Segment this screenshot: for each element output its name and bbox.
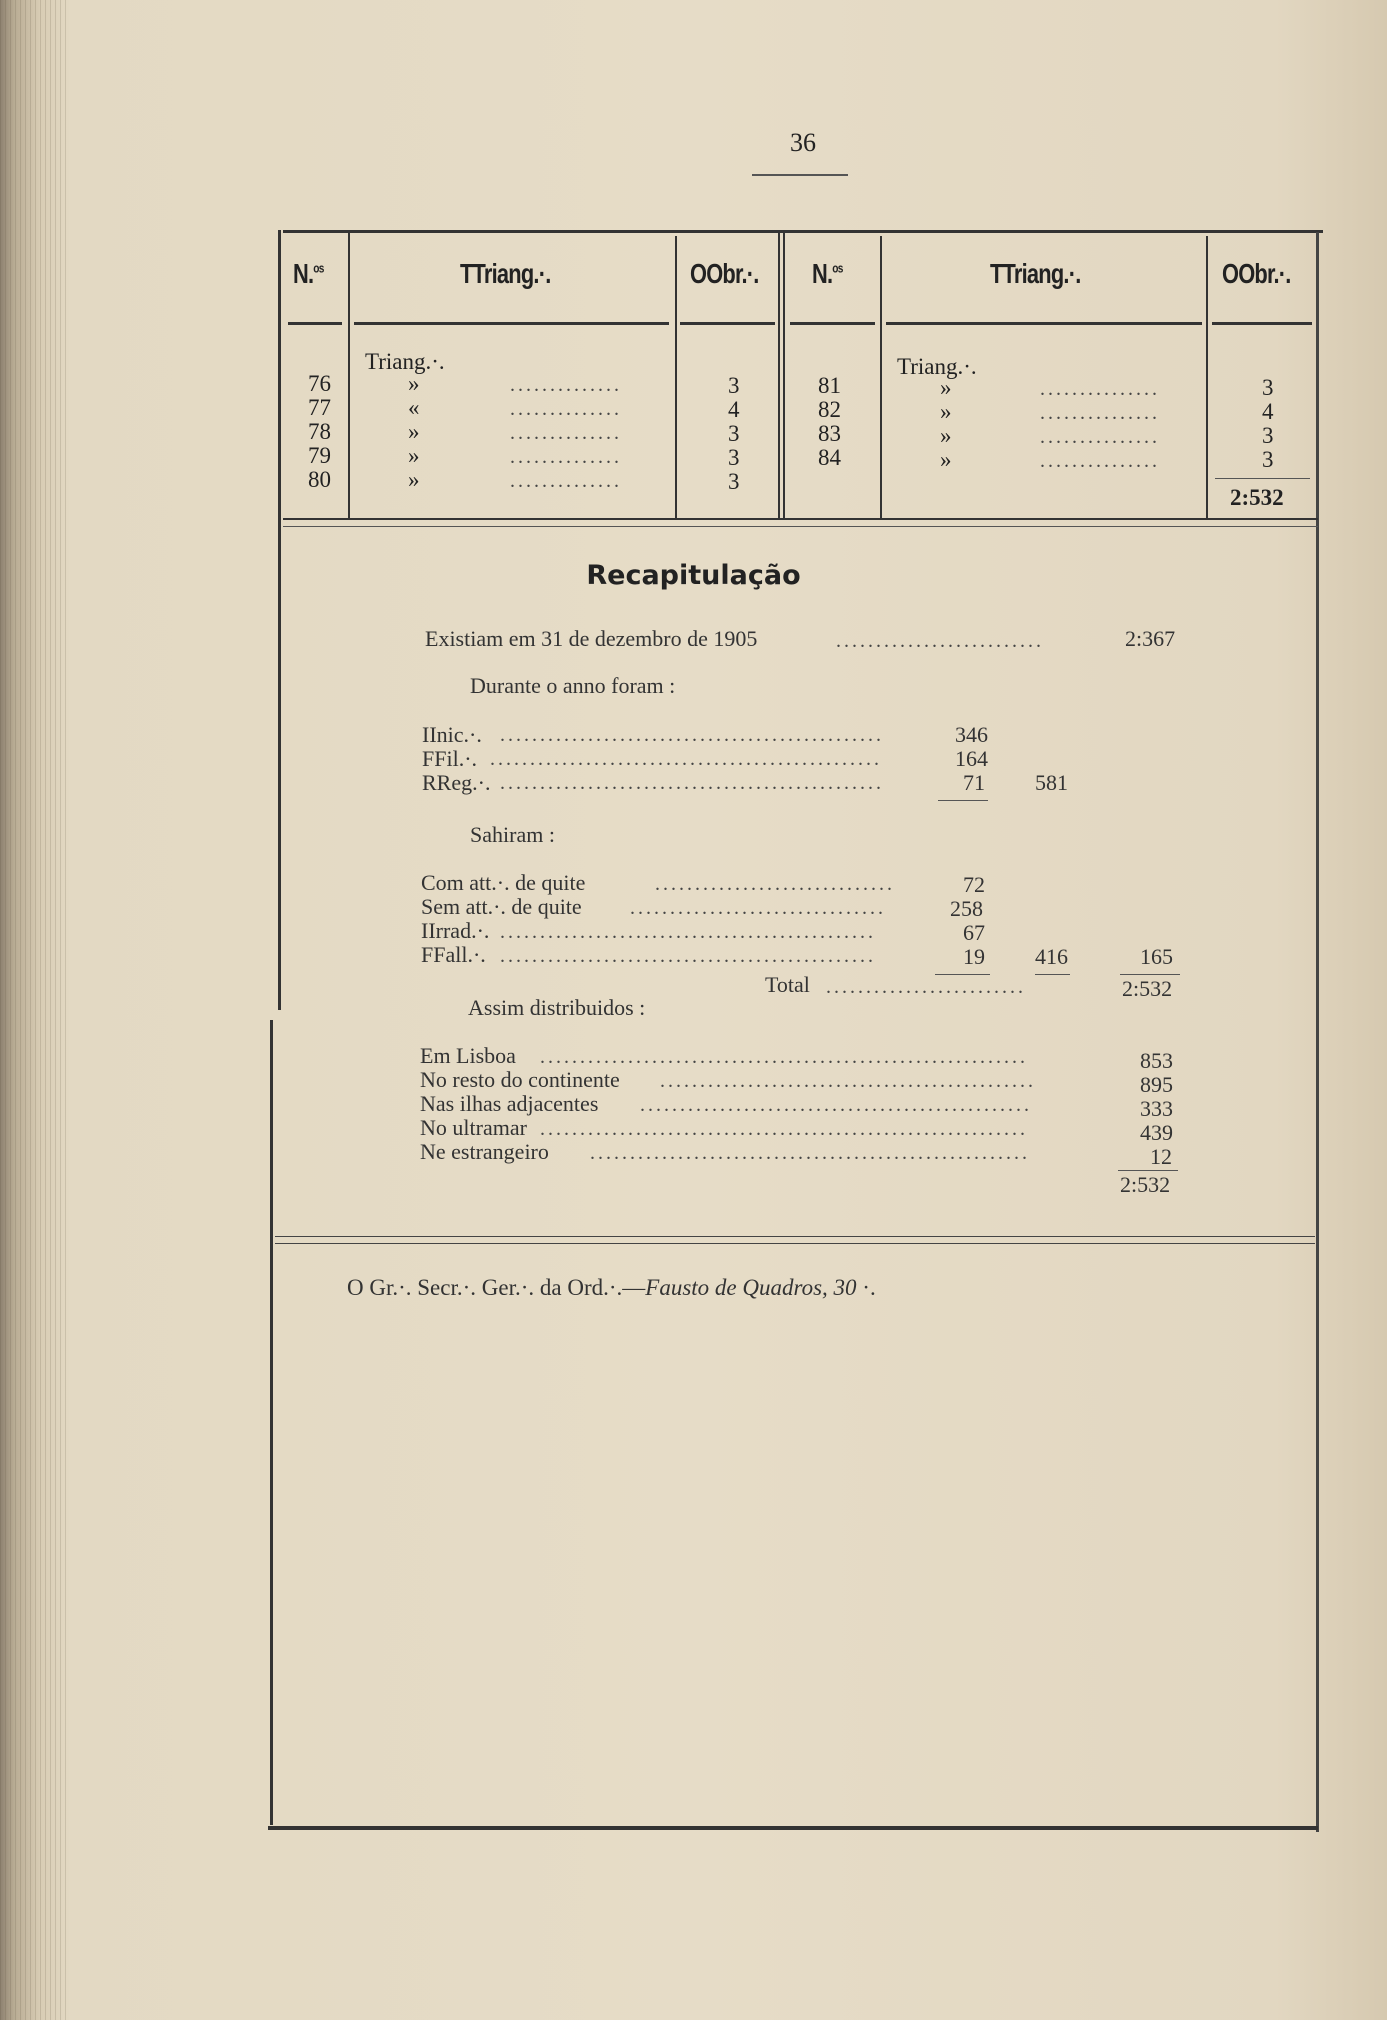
sahiram-label: Sahiram : [470, 822, 555, 847]
col-divider [675, 236, 677, 520]
table-bottom-rule [283, 518, 1318, 520]
header-triang-right: TTriang.·. [990, 258, 1081, 289]
total-value: 2:532 [1122, 976, 1173, 1001]
header-rule [680, 322, 775, 325]
existiam-value: 2:367 [1125, 626, 1176, 651]
recap-title: Recapitulação [586, 560, 801, 591]
header-triang-left: TTriang.·. [460, 258, 551, 289]
sum-rule [1215, 478, 1310, 479]
page-number: 36 [790, 128, 816, 157]
document-page: 36 N.$^{os}$ TTriang.·. OObr.·. N.$^{os}$ TTriang.·. OObr.·. Triang.·. Triang.·. 76 » .............. 3 77 « .............. 4 78 » .............. 3 79 » .............. 3 80 » .............. 3 81 » ............... 3 82 » ............... 4 83 » ............... 3 84 » ............... 3 2:532 Recapitulação Existiam em 31 de dezembro de 1905 .......................... 2:367 Durante o anno foram : IInic.·. ................................................ 346 FFil.·. ................................................. 164 RReg.·. ................................................ 71 581 Sahiram : Com att.·. de quite .............................. 72 Sem att.·. de quite ................................ 258 IIrrad.·. ............................................... 67 FFall.·. ............................................... 19 416 165 Total ......................... 2:532 Assim distribuidos : Em Lisboa ............................................................. 853 No resto do continente ............................................... 895 Nas ilhas adjacentes ................................................. 333 No ultramar ............................................................. 439 Ne estrangeiro ....................................................... 12 2:532 O Gr.·. Secr.·. Ger.·. da Ord.·.—Fausto de Quadros, 30 ·. [0, 0, 1387, 2020]
header-rule [288, 322, 342, 325]
entradas-total: 581 [1035, 770, 1068, 795]
col-divider [778, 232, 780, 520]
table-bottom-rule [283, 526, 1318, 527]
sum-rule [1120, 974, 1180, 975]
book-spine-shadow [0, 0, 70, 2020]
sum-rule [1118, 1170, 1178, 1171]
header-obr-left: OObr.·. [690, 258, 759, 289]
separator-rule [275, 1243, 1315, 1244]
header-num-left: N.$^{os}$ [293, 258, 324, 289]
group-label-right: Triang.·. [897, 354, 977, 379]
footer-signature: O Gr.·. Secr.·. Ger.·. da Ord.·.—Fausto de Quadros, 30 ·. [347, 1275, 876, 1300]
col-divider [348, 232, 350, 520]
frame-left-rule-lower [270, 1020, 273, 1825]
header-rule [790, 322, 875, 325]
group-label-left: Triang.·. [365, 349, 445, 374]
col-divider [1206, 236, 1208, 520]
table-right-total: 2:532 [1230, 485, 1284, 510]
frame-left-rule [278, 230, 281, 1010]
header-rule [886, 322, 1202, 325]
diferenca-value: 165 [1140, 944, 1173, 969]
total-label: Total [765, 972, 810, 997]
sum-rule [1035, 974, 1070, 975]
col-divider [880, 236, 882, 520]
assim-label: Assim distribuidos : [468, 995, 646, 1020]
sum-rule [935, 974, 990, 975]
distribuicao-total: 2:532 [1120, 1172, 1171, 1197]
frame-top-rule [283, 230, 1323, 233]
page-number-rule [752, 174, 848, 176]
header-obr-right: OObr.·. [1222, 258, 1291, 289]
header-rule [1212, 322, 1312, 325]
col-divider [783, 232, 785, 520]
header-rule [354, 322, 669, 325]
header-num-right: N.$^{os}$ [812, 258, 843, 289]
frame-right-rule [1316, 232, 1319, 1832]
durante-label: Durante o anno foram : [470, 673, 676, 698]
sum-rule [938, 800, 988, 801]
existiam-label: Existiam em 31 de dezembro de 1905 [425, 626, 758, 651]
frame-bottom-rule [268, 1826, 1318, 1830]
saidas-total: 416 [1035, 944, 1068, 969]
separator-rule [275, 1236, 1315, 1237]
